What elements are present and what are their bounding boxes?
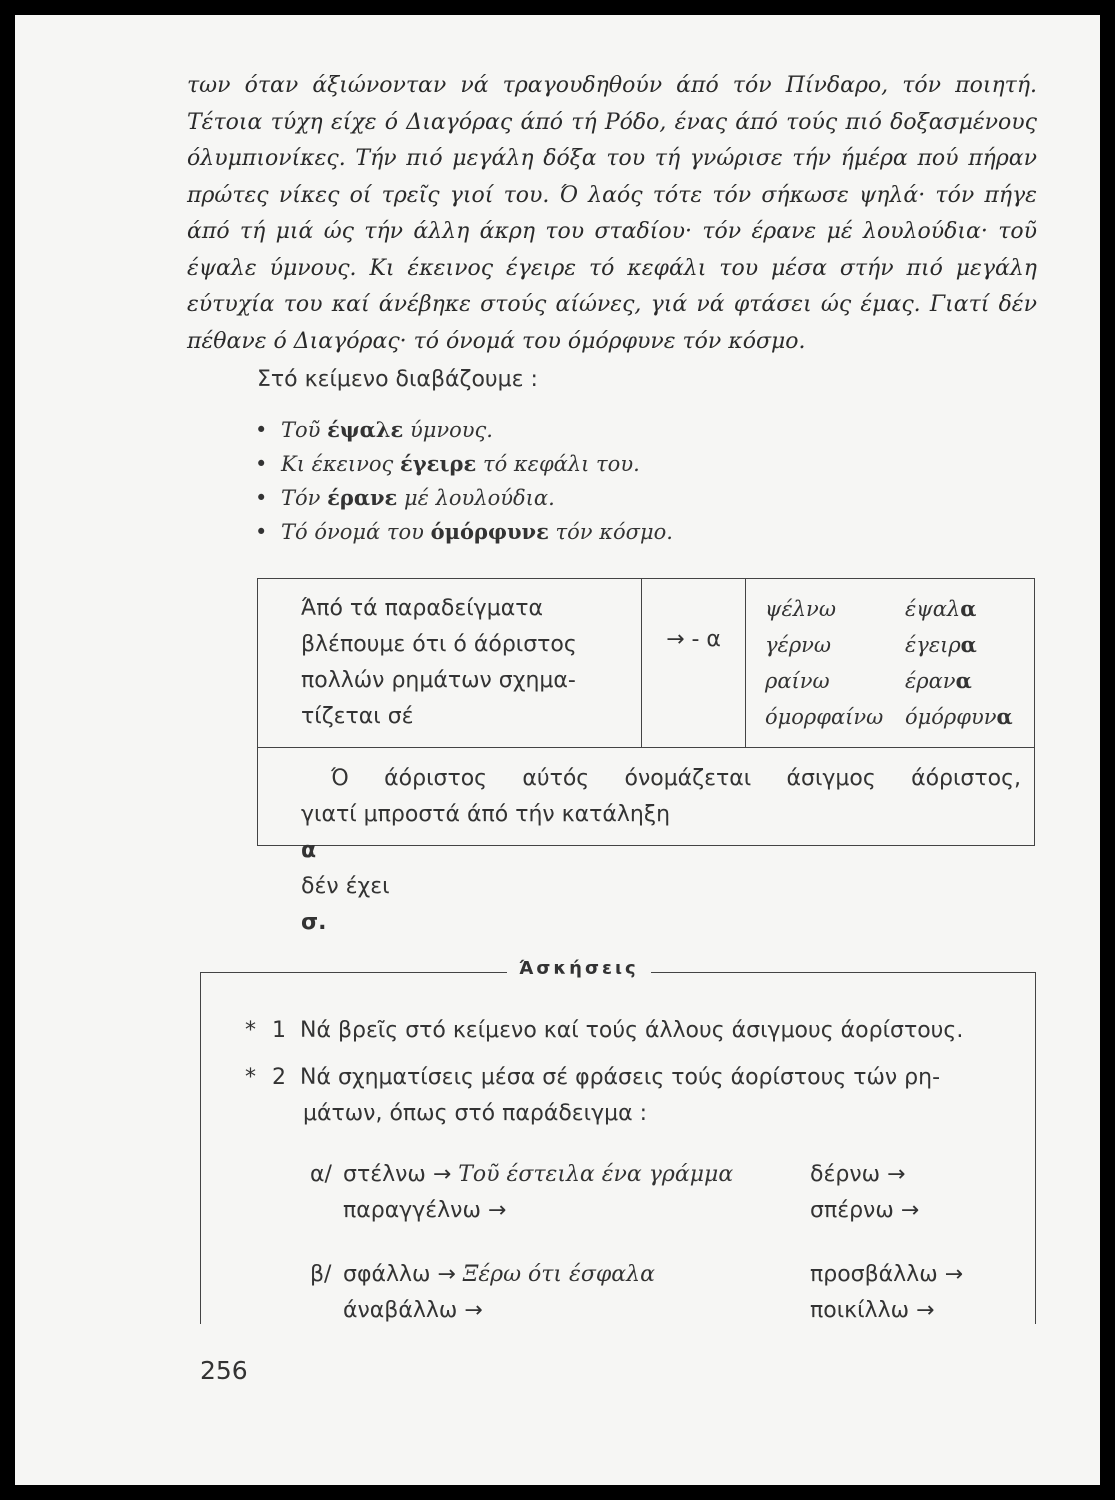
example-item: • Τοῦ έψαλε ύμνους. [255, 413, 673, 447]
group-a-row: παραγγέλνω → [343, 1198, 507, 1223]
paragraph-line: Τέτοια τύχη είχε ό Διαγόρας άπό τή Ρόδο, ένας άπό τούς πιό δοξασμένους [187, 109, 1037, 135]
bullet: • [255, 486, 268, 510]
verb-row: ψέλνω έψαλα [765, 596, 977, 621]
example-item: • Τόν έρανε μέ λουλούδια. [255, 481, 673, 515]
bullet: • [255, 418, 268, 442]
exercise-2: 2 Νά σχηματίσεις μέσα σέ φράσεις τούς άορίστους τών ρη- [272, 1065, 941, 1090]
page-number: 256 [200, 1356, 248, 1385]
group-a-row: στέλνω → Τοῦ έστειλα ένα γράμμα [343, 1162, 734, 1187]
table-divider [258, 747, 1034, 748]
paragraph-line: άπό τή μιά ώς τήν άλλη άκρη του σταδίου· τόν έρανε μέ λουλούδια· τοῦ [187, 219, 1037, 244]
highlighted-verb: έρανε [327, 485, 398, 510]
group-b-right: προσβάλλω → [810, 1262, 964, 1287]
table-divider [745, 579, 746, 747]
bullet: • [255, 452, 268, 476]
grammar-rule-table [257, 578, 1035, 935]
table-divider [641, 579, 642, 747]
highlighted-verb: έψαλε [327, 417, 404, 442]
group-b-row: άναβάλλω → [343, 1298, 483, 1323]
ending-arrow: → - α [666, 627, 721, 652]
paragraph-line: πέθανε ό Διαγόρας· τό όνομά του όμόρφυνε τόν κόσμο. [187, 328, 806, 354]
group-b-row: σφάλλω → Ξέρω ότι έσφαλα [343, 1262, 655, 1287]
story-paragraph [187, 68, 1037, 360]
group-b-right: ποικίλλω → [810, 1298, 935, 1323]
group-a-right: δέρνω → [810, 1162, 906, 1187]
example-item: • Κι έκεινος έγειρε τό κεφάλι του. [255, 447, 673, 481]
examples-intro: Στό κείμενο διαβάζουμε : [257, 367, 538, 392]
paragraph-line: πρώτες νίκες οί τρεῖς γιοί του. Ό λαός τότε τόν σήκωσε ψηλά· τόν πήγε [187, 182, 1037, 208]
example-item: • Τό όνομά του όμόρφυνε τόν κόσμο. [255, 515, 673, 549]
paragraph-line: έψαλε ύμνους. Κι έκεινος έγειρε τό κεφάλι του μέσα στήν πιό μεγάλη [187, 255, 1037, 281]
bullet: • [255, 520, 268, 544]
example-list [255, 413, 673, 549]
paragraph-line: εύτυχία του καί άνέβηκε στούς αίώνες, γιά νά φτάσει ώς έμας. Γιατί δέν [187, 292, 1037, 317]
verb-row: όμορφαίνω όμόρφυνα [765, 704, 1013, 729]
star-marker: * [245, 1018, 256, 1043]
exercise-2-cont: μάτων, όπως στό παράδειγμα : [303, 1101, 648, 1126]
exercises-title: Άσκήσεις [507, 958, 651, 979]
paragraph-line: των όταν άξιώνονταν νά τραγουδηθούν άπό τόν Πίνδαρο, τόν ποιητή. [187, 73, 1037, 98]
highlighted-verb: όμόρφυνε [430, 519, 549, 544]
paragraph-line: όλυμπιονίκες. Τήν πιό μεγάλη δόξα του τή γνώρισε τήν ήμέρα πού πήραν [187, 146, 1037, 171]
rule-text: Άπό τά παραδείγματα βλέπουμε ότι ό άόριστος πολλών ρημάτων σχημα- τίζεται σέ [301, 596, 577, 729]
verb-row: γέρνω έγειρα [765, 632, 977, 657]
exercise-1: 1 Νά βρεῖς στό κείμενο καί τούς άλλους άσιγμους άορίστους. [272, 1018, 964, 1043]
rule-note: Ό άόριστος αύτός όνομάζεται άσιγμος άόριστος, γιατί μπροστά άπό τήν κατάληξη α δέν έχει σ. [301, 766, 1021, 935]
group-a-right: σπέρνω → [810, 1198, 920, 1223]
group-a-label: α/ [310, 1162, 332, 1187]
verb-row: ραίνω έρανα [765, 668, 972, 693]
verb-examples [755, 591, 1025, 735]
group-b-label: β/ [310, 1262, 332, 1287]
highlighted-verb: έγειρε [400, 451, 477, 476]
star-marker: * [245, 1065, 256, 1090]
